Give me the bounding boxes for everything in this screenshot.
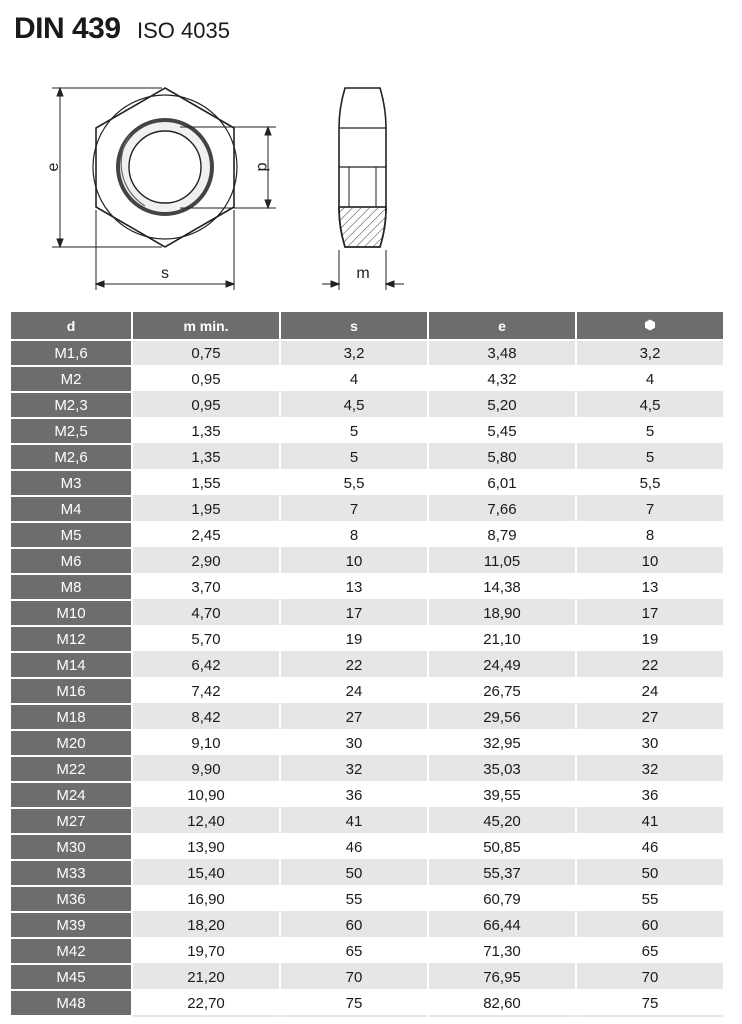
cell-e: 26,75 [429, 679, 575, 705]
table-row [11, 523, 723, 549]
cell-e: 5,80 [429, 445, 575, 471]
cell-s: 17 [281, 601, 427, 627]
cell-e: 45,20 [429, 809, 575, 835]
cell-wrench-size: 32 [577, 757, 723, 783]
cell-s: 5 [281, 419, 427, 445]
cell-wrench-size: 24 [577, 679, 723, 705]
cell-d: M48 [11, 991, 131, 1017]
cell-e: 14,38 [429, 575, 575, 601]
cell-e: 21,10 [429, 627, 575, 653]
cell-d: M2,3 [11, 393, 131, 419]
cell-e: 35,03 [429, 757, 575, 783]
label-d: d [254, 162, 271, 172]
cell-m-min: 0,95 [133, 367, 279, 393]
nut-front-view [93, 88, 237, 247]
cell-e: 29,56 [429, 705, 575, 731]
cell-s: 3,2 [281, 341, 427, 367]
cell-e: 5,20 [429, 393, 575, 419]
cell-s: 19 [281, 627, 427, 653]
cell-m-min: 18,20 [133, 913, 279, 939]
header-d: d [11, 312, 131, 341]
table-row [11, 341, 723, 367]
label-m: m [356, 265, 370, 282]
cell-s: 7 [281, 497, 427, 523]
cell-d: M39 [11, 913, 131, 939]
cell-wrench-size: 8 [577, 523, 723, 549]
table-row [11, 627, 723, 653]
cell-m-min: 1,55 [133, 471, 279, 497]
cell-m-min: 2,45 [133, 523, 279, 549]
table-row [11, 653, 723, 679]
page-title [14, 12, 230, 46]
cell-d: M27 [11, 809, 131, 835]
cell-d: M20 [11, 731, 131, 757]
cell-d: M12 [11, 627, 131, 653]
cell-m-min: 9,10 [133, 731, 279, 757]
cell-s: 4,5 [281, 393, 427, 419]
table-row [11, 783, 723, 809]
cell-d: M45 [11, 965, 131, 991]
table-row [11, 367, 723, 393]
cell-d: M24 [11, 783, 131, 809]
cell-wrench-size: 65 [577, 939, 723, 965]
cell-wrench-size: 41 [577, 809, 723, 835]
cell-e: 32,95 [429, 731, 575, 757]
cell-e: 4,32 [429, 367, 575, 393]
cell-d: M10 [11, 601, 131, 627]
table-row [11, 913, 723, 939]
cell-e: 39,55 [429, 783, 575, 809]
cell-s: 30 [281, 731, 427, 757]
cell-m-min: 0,75 [133, 341, 279, 367]
table-row [11, 809, 723, 835]
cell-s: 5 [281, 445, 427, 471]
cell-d: M16 [11, 679, 131, 705]
cell-e: 24,49 [429, 653, 575, 679]
cell-s: 70 [281, 965, 427, 991]
table-row [11, 835, 723, 861]
cell-m-min: 15,40 [133, 861, 279, 887]
cell-m-min: 21,20 [133, 965, 279, 991]
cell-s: 4 [281, 367, 427, 393]
table-row [11, 679, 723, 705]
cell-m-min: 1,95 [133, 497, 279, 523]
cell-wrench-size: 4,5 [577, 393, 723, 419]
table-row [11, 471, 723, 497]
cell-e: 50,85 [429, 835, 575, 861]
dimensions-table [9, 312, 725, 1017]
cell-s: 55 [281, 887, 427, 913]
cell-wrench-size: 30 [577, 731, 723, 757]
cell-m-min: 22,70 [133, 991, 279, 1017]
table-row [11, 601, 723, 627]
cell-wrench-size: 27 [577, 705, 723, 731]
table-row [11, 757, 723, 783]
table-row [11, 419, 723, 445]
cell-d: M30 [11, 835, 131, 861]
cell-m-min: 12,40 [133, 809, 279, 835]
cell-wrench-size: 17 [577, 601, 723, 627]
cell-wrench-size: 75 [577, 991, 723, 1017]
table-row [11, 991, 723, 1017]
cell-s: 75 [281, 991, 427, 1017]
cell-wrench-size: 5 [577, 445, 723, 471]
cell-wrench-size: 46 [577, 835, 723, 861]
cell-d: M6 [11, 549, 131, 575]
cell-e: 6,01 [429, 471, 575, 497]
cell-s: 32 [281, 757, 427, 783]
cell-m-min: 10,90 [133, 783, 279, 809]
cell-wrench-size: 5,5 [577, 471, 723, 497]
cell-d: M2,6 [11, 445, 131, 471]
cell-d: M3 [11, 471, 131, 497]
cell-d: M5 [11, 523, 131, 549]
cell-wrench-size: 36 [577, 783, 723, 809]
cell-m-min: 1,35 [133, 419, 279, 445]
header-e: e [429, 312, 575, 341]
header-wrench-size [577, 312, 723, 341]
table-row [11, 731, 723, 757]
cell-s: 24 [281, 679, 427, 705]
table-row [11, 887, 723, 913]
cell-wrench-size: 10 [577, 549, 723, 575]
cell-e: 71,30 [429, 939, 575, 965]
cell-s: 46 [281, 835, 427, 861]
table-row [11, 445, 723, 471]
cell-m-min: 2,90 [133, 549, 279, 575]
cell-wrench-size: 55 [577, 887, 723, 913]
cell-e: 82,60 [429, 991, 575, 1017]
cell-e: 55,37 [429, 861, 575, 887]
table-row [11, 705, 723, 731]
cell-d: M22 [11, 757, 131, 783]
table-row [11, 549, 723, 575]
cell-d: M18 [11, 705, 131, 731]
cell-s: 5,5 [281, 471, 427, 497]
cell-wrench-size: 50 [577, 861, 723, 887]
cell-m-min: 5,70 [133, 627, 279, 653]
cell-m-min: 13,90 [133, 835, 279, 861]
table-row [11, 965, 723, 991]
cell-wrench-size: 3,2 [577, 341, 723, 367]
cell-d: M4 [11, 497, 131, 523]
cell-e: 18,90 [429, 601, 575, 627]
cell-d: M42 [11, 939, 131, 965]
cell-e: 60,79 [429, 887, 575, 913]
table-row [11, 575, 723, 601]
cell-s: 27 [281, 705, 427, 731]
cell-wrench-size: 19 [577, 627, 723, 653]
cell-d: M8 [11, 575, 131, 601]
cell-m-min: 16,90 [133, 887, 279, 913]
iso-standard: ISO 4035 [137, 18, 230, 43]
cell-m-min: 4,70 [133, 601, 279, 627]
header-s: s [281, 312, 427, 341]
cell-wrench-size: 7 [577, 497, 723, 523]
cell-d: M2,5 [11, 419, 131, 445]
hex-nut-drawing [0, 70, 742, 300]
cell-d: M14 [11, 653, 131, 679]
label-s: s [161, 265, 169, 282]
cell-wrench-size: 70 [577, 965, 723, 991]
cell-d: M36 [11, 887, 131, 913]
label-e: e [45, 162, 62, 172]
cell-e: 8,79 [429, 523, 575, 549]
cell-d: M2 [11, 367, 131, 393]
cell-d: M1,6 [11, 341, 131, 367]
cell-e: 3,48 [429, 341, 575, 367]
cell-s: 22 [281, 653, 427, 679]
cell-m-min: 3,70 [133, 575, 279, 601]
cell-m-min: 1,35 [133, 445, 279, 471]
cell-wrench-size: 4 [577, 367, 723, 393]
cell-wrench-size: 13 [577, 575, 723, 601]
cell-m-min: 0,95 [133, 393, 279, 419]
cell-m-min: 19,70 [133, 939, 279, 965]
cell-s: 60 [281, 913, 427, 939]
cell-wrench-size: 60 [577, 913, 723, 939]
cell-s: 65 [281, 939, 427, 965]
table-row [11, 861, 723, 887]
cell-m-min: 8,42 [133, 705, 279, 731]
table-row [11, 939, 723, 965]
cell-s: 10 [281, 549, 427, 575]
cell-m-min: 7,42 [133, 679, 279, 705]
cell-m-min: 9,90 [133, 757, 279, 783]
cell-d: M33 [11, 861, 131, 887]
cell-s: 8 [281, 523, 427, 549]
cell-e: 7,66 [429, 497, 575, 523]
nut-side-view [339, 88, 386, 247]
cell-s: 50 [281, 861, 427, 887]
cell-s: 36 [281, 783, 427, 809]
cell-m-min: 6,42 [133, 653, 279, 679]
cell-e: 66,44 [429, 913, 575, 939]
cell-e: 11,05 [429, 549, 575, 575]
table-row [11, 393, 723, 419]
header-m-min: m min. [133, 312, 279, 341]
cell-e: 5,45 [429, 419, 575, 445]
cell-e: 76,95 [429, 965, 575, 991]
cell-s: 13 [281, 575, 427, 601]
table-header-row [11, 312, 723, 341]
cell-wrench-size: 22 [577, 653, 723, 679]
standard-number: DIN 439 [14, 12, 121, 45]
cell-wrench-size: 5 [577, 419, 723, 445]
cell-s: 41 [281, 809, 427, 835]
table-row [11, 497, 723, 523]
hexagon-icon [644, 319, 656, 331]
